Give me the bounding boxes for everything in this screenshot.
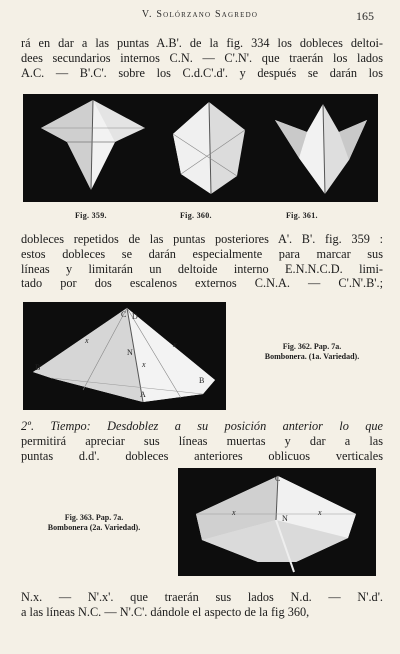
figure-363-caption [14, 513, 174, 533]
running-header [0, 9, 400, 25]
text-line: dees secundarios internos C.N. — C'.N'. que traerán los lados [21, 50, 383, 65]
caption-line: Fig. 363. Pap. 7a. [64, 513, 124, 522]
photo-letter: B [199, 376, 205, 385]
paragraph-3 [21, 419, 383, 463]
caption-line: Bombonera (2a. Variedad). [47, 523, 141, 532]
photo-letter: x [173, 340, 177, 349]
text-line: permitirá apreciar sus líneas muertas y dar a las [21, 433, 383, 448]
running-title: V. Solórzano Sagredo [141, 9, 259, 20]
photo-letter: C [275, 474, 281, 483]
photo-letter: x [318, 508, 322, 517]
text-line: 2º. Tiempo: Desdoblez a su posición anterior lo que [21, 419, 383, 433]
photo-letter: x [232, 508, 236, 517]
figure-362-photo [23, 302, 226, 410]
text-line: N.x. — N'.x'. que traerán sus lados N.d. — N'.d'. [21, 590, 383, 604]
caption-line: Fig. 362. Pap. 7a. [282, 342, 342, 351]
origami-photo-363 [178, 468, 376, 576]
page-number: 165 [356, 9, 374, 23]
photo-letter: x [85, 336, 89, 345]
photo-letter: D [132, 312, 138, 321]
figure-359-label: Fig. 359. [75, 211, 107, 220]
paragraph-4 [21, 590, 383, 620]
text-line: líneas y limitarán un deltoide interno E.N.N.C.D. limi- [21, 261, 383, 276]
figure-363-photo [178, 468, 376, 576]
text-line: dobleces repetidos de las puntas posteriores A'. B'. fig. 359 : [21, 232, 383, 246]
photo-letter: N [282, 514, 288, 523]
paragraph-2 [21, 232, 383, 291]
photo-letter: N [127, 348, 133, 357]
text-line: rá en dar a las puntas A.B'. de la fig. 334 los dobleces deltoi- [21, 36, 383, 50]
figure-360-label: Fig. 360. [180, 211, 212, 220]
text-line: a las líneas N.C. — N'.C'. dándole el aspecto de la fig 360, [21, 604, 310, 619]
figure-362-caption [232, 342, 392, 362]
figure-359-361-photo [23, 94, 378, 202]
photo-letter: x [142, 360, 146, 369]
origami-photo-359-361 [23, 94, 378, 202]
photo-letter: A [140, 390, 146, 399]
paragraph-1 [21, 36, 383, 80]
figure-361-label: Fig. 361. [286, 211, 318, 220]
text-line: estos dobleces se darán especialmente para marcar sus [21, 246, 383, 261]
text-line: puntas d.d'. dobleces anteriores oblicuos verticales [21, 448, 383, 463]
caption-line: Bombonera. (1a. Variedad). [264, 352, 360, 361]
photo-letter: C [121, 310, 127, 319]
text-line: A.C. — B'.C'. sobre los C.d.C'.d'. y después se darán los [21, 65, 383, 80]
text-line: tado por dos escalenos externos C.N.A. — C'.N'.B'.; [21, 276, 383, 291]
photo-letter: B' [35, 363, 42, 372]
